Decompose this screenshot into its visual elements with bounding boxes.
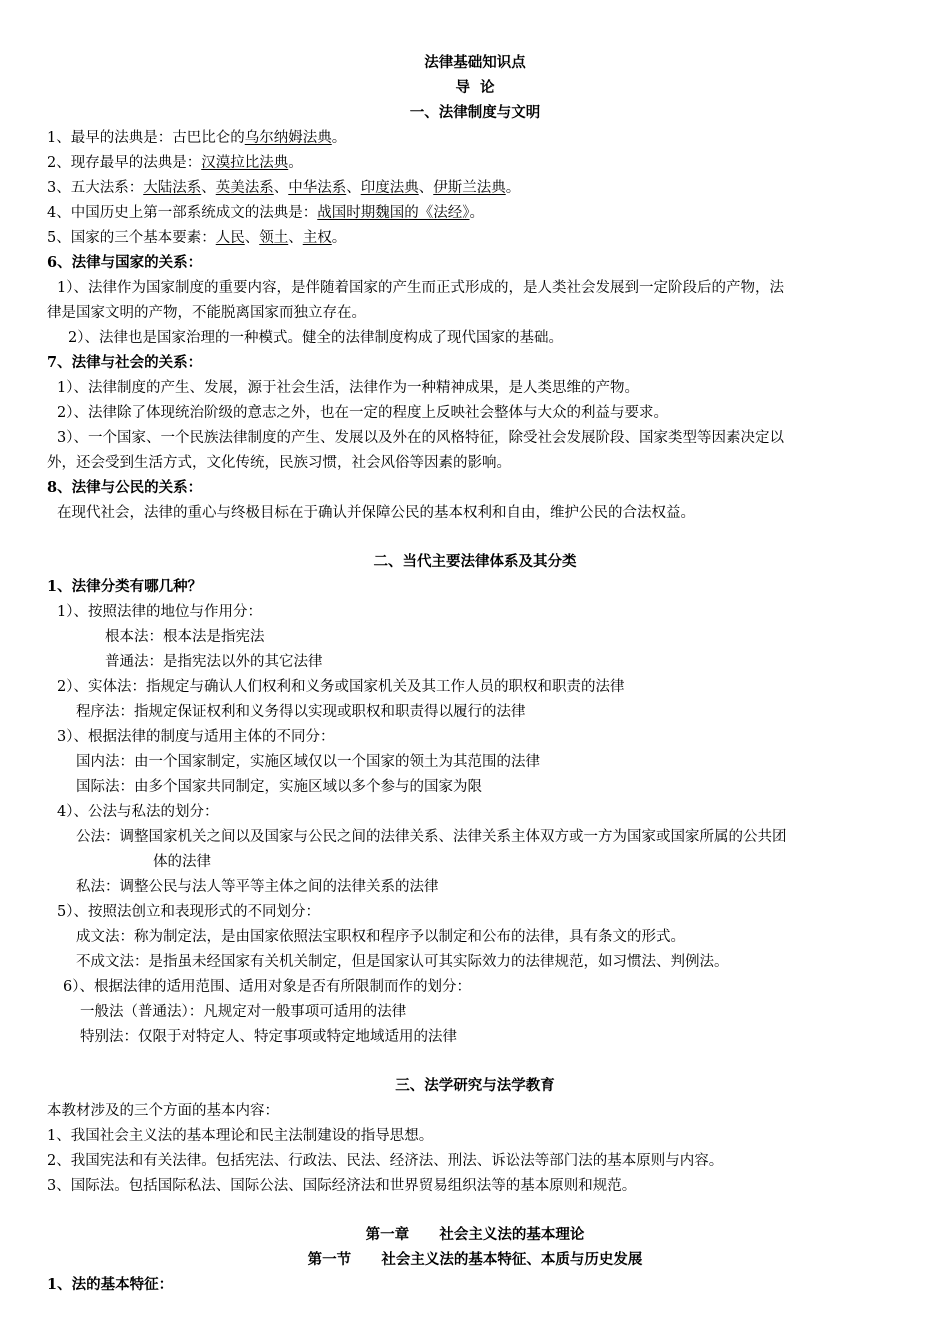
s2-c5b: 不成文法：是指虽未经国家有关机关制定，但是国家认可其实际效力的法律规范，如习惯法、判例法。 — [76, 954, 729, 970]
chapter1-section-heading: 第一节 社会主义法的基本特征、本质与历史发展 — [307, 1251, 643, 1268]
s1-item4: 4、中国历史上第一部系统成文的法典是：战国时期魏国的《法经》。 — [47, 205, 484, 221]
s2-c4a-line2: 体的法律 — [153, 854, 211, 870]
s2-c1b: 普通法：是指宪法以外的其它法律 — [105, 654, 323, 670]
s1-item3: 3、五大法系：大陆法系、英美法系、中华法系、印度法典、伊斯兰法典。 — [47, 180, 521, 196]
answer-underlined: 中华法系 — [288, 180, 347, 196]
s2-c5: 5）、按照法创立和表现形式的不同划分： — [57, 904, 320, 920]
s2-question-heading: 1、法律分类有哪几种？ — [47, 578, 203, 595]
s2-c1: 1）、按照法律的地位与作用分： — [57, 604, 262, 620]
s1-item2: 2、现存最早的法典是：汉漠拉比法典。 — [47, 155, 303, 171]
s1-item6-p1-line1: 1）、法律作为国家制度的重要内容，是伴随着国家的产生而正式形成的，是人类社会发展到一定阶段后的产物，法 — [57, 280, 784, 296]
s1-item6-p2: 2）、法律也是国家治理的一种模式。健全的法律制度构成了现代国家的基础。 — [68, 330, 563, 346]
s2-c5a: 成文法：称为制定法，是由国家依照法宝职权和程序予以制定和公布的法律，具有条文的形式。 — [76, 929, 685, 945]
section1-heading: 一、法律制度与文明 — [409, 104, 541, 121]
answer-underlined: 英美法系 — [215, 180, 274, 196]
s2-c4a-line1: 公法：调整国家机关之间以及国家与公民之间的法律关系、法律关系主体双方或一方为国家或国家所属的公共团 — [76, 829, 787, 845]
answer-underlined: 汉漠拉比法典 — [201, 155, 289, 171]
s2-c3: 3）、根据法律的制度与适用主体的不同分： — [57, 729, 335, 745]
s2-c6a: 一般法（普通法）：凡规定对一般事项可适用的法律 — [80, 1004, 407, 1020]
s3-intro: 本教材涉及的三个方面的基本内容： — [47, 1103, 279, 1119]
s2-c6: 6）、根据法律的适用范围、适用对象是否有所限制而作的划分： — [63, 979, 471, 995]
intro-heading: 导 论 — [455, 79, 495, 96]
s1-item5: 5、国家的三个基本要素：人民、领土、主权。 — [47, 230, 347, 246]
s3-item3: 3、国际法。包括国际私法、国际公法、国际经济法和世界贸易组织法等的基本原则和规范。 — [47, 1178, 637, 1194]
s2-c2b: 程序法：指规定保证权利和义务得以实现或职权和职责得以履行的法律 — [76, 704, 526, 720]
s1-item6-heading: 6、法律与国家的关系： — [47, 254, 203, 271]
s3-item2: 2、我国宪法和有关法律。包括宪法、行政法、民法、经济法、刑法、诉讼法等部门法的基本原则与内容。 — [47, 1153, 724, 1169]
s1-item7-p2: 2）、法律除了体现统治阶级的意志之外，也在一定的程度上反映社会整体与大众的利益与要求。 — [57, 405, 668, 421]
answer-underlined: 乌尔纳姆法典 — [244, 130, 332, 146]
s1-item8-heading: 8、法律与公民的关系： — [47, 479, 203, 496]
s2-c4: 4）、公法与私法的划分： — [57, 804, 219, 820]
s2-c1a: 根本法：根本法是指宪法 — [105, 629, 265, 645]
s1-item7-heading: 7、法律与社会的关系： — [47, 354, 203, 371]
answer-underlined: 领土 — [259, 230, 289, 246]
s2-c4b: 私法：调整公民与法人等平等主体之间的法律关系的法律 — [76, 879, 439, 895]
answer-underlined: 主权 — [302, 230, 332, 246]
s1-item7-p1: 1）、法律制度的产生、发展，源于社会生活，法律作为一种精神成果，是人类思维的产物。 — [57, 380, 639, 396]
answer-underlined: 大陆法系 — [143, 180, 202, 196]
document-title: 法律基础知识点 — [424, 54, 526, 71]
s1-item6-p1-line2: 律是国家文明的产物，不能脱离国家而独立存在。 — [47, 305, 366, 321]
s2-c6b: 特别法：仅限于对特定人、特定事项或特定地域适用的法律 — [80, 1029, 457, 1045]
answer-underlined: 印度法典 — [360, 180, 419, 196]
chapter1-heading: 第一章 社会主义法的基本理论 — [365, 1226, 585, 1243]
section2-heading: 二、当代主要法律体系及其分类 — [373, 553, 577, 570]
answer-underlined: 伊斯兰法典 — [433, 180, 506, 196]
section3-heading: 三、法学研究与法学教育 — [395, 1077, 555, 1094]
answer-underlined: 战国时期魏国的《法经》 — [317, 205, 470, 221]
s3-item1: 1、我国社会主义法的基本理论和民主法制建设的指导思想。 — [47, 1128, 434, 1144]
s1-item8-p1: 在现代社会，法律的重心与终极目标在于确认并保障公民的基本权利和自由，维护公民的合法权益。 — [57, 505, 695, 521]
s2-c3b: 国际法：由多个国家共同制定，实施区域以多个参与的国家为限 — [76, 779, 482, 795]
s2-c3a: 国内法：由一个国家制定，实施区域仅以一个国家的领土为其范围的法律 — [76, 754, 540, 770]
s2-c2: 2）、实体法：指规定与确认人们权利和义务或国家机关及其工作人员的职权和职责的法律 — [57, 679, 625, 695]
answer-underlined: 人民 — [215, 230, 245, 246]
s1-item7-p3-line2: 外，还会受到生活方式，文化传统，民族习惯，社会风俗等因素的影响。 — [47, 455, 511, 471]
s1-item1: 1、最早的法典是：古巴比仑的乌尔纳姆法典。 — [47, 130, 347, 146]
chapter1-q1-heading: 1、法的基本特征： — [47, 1276, 174, 1293]
s1-item7-p3-line1: 3）、一个国家、一个民族法律制度的产生、发展以及外在的风格特征，除受社会发展阶段、国家类型等因素决定以 — [57, 430, 784, 446]
